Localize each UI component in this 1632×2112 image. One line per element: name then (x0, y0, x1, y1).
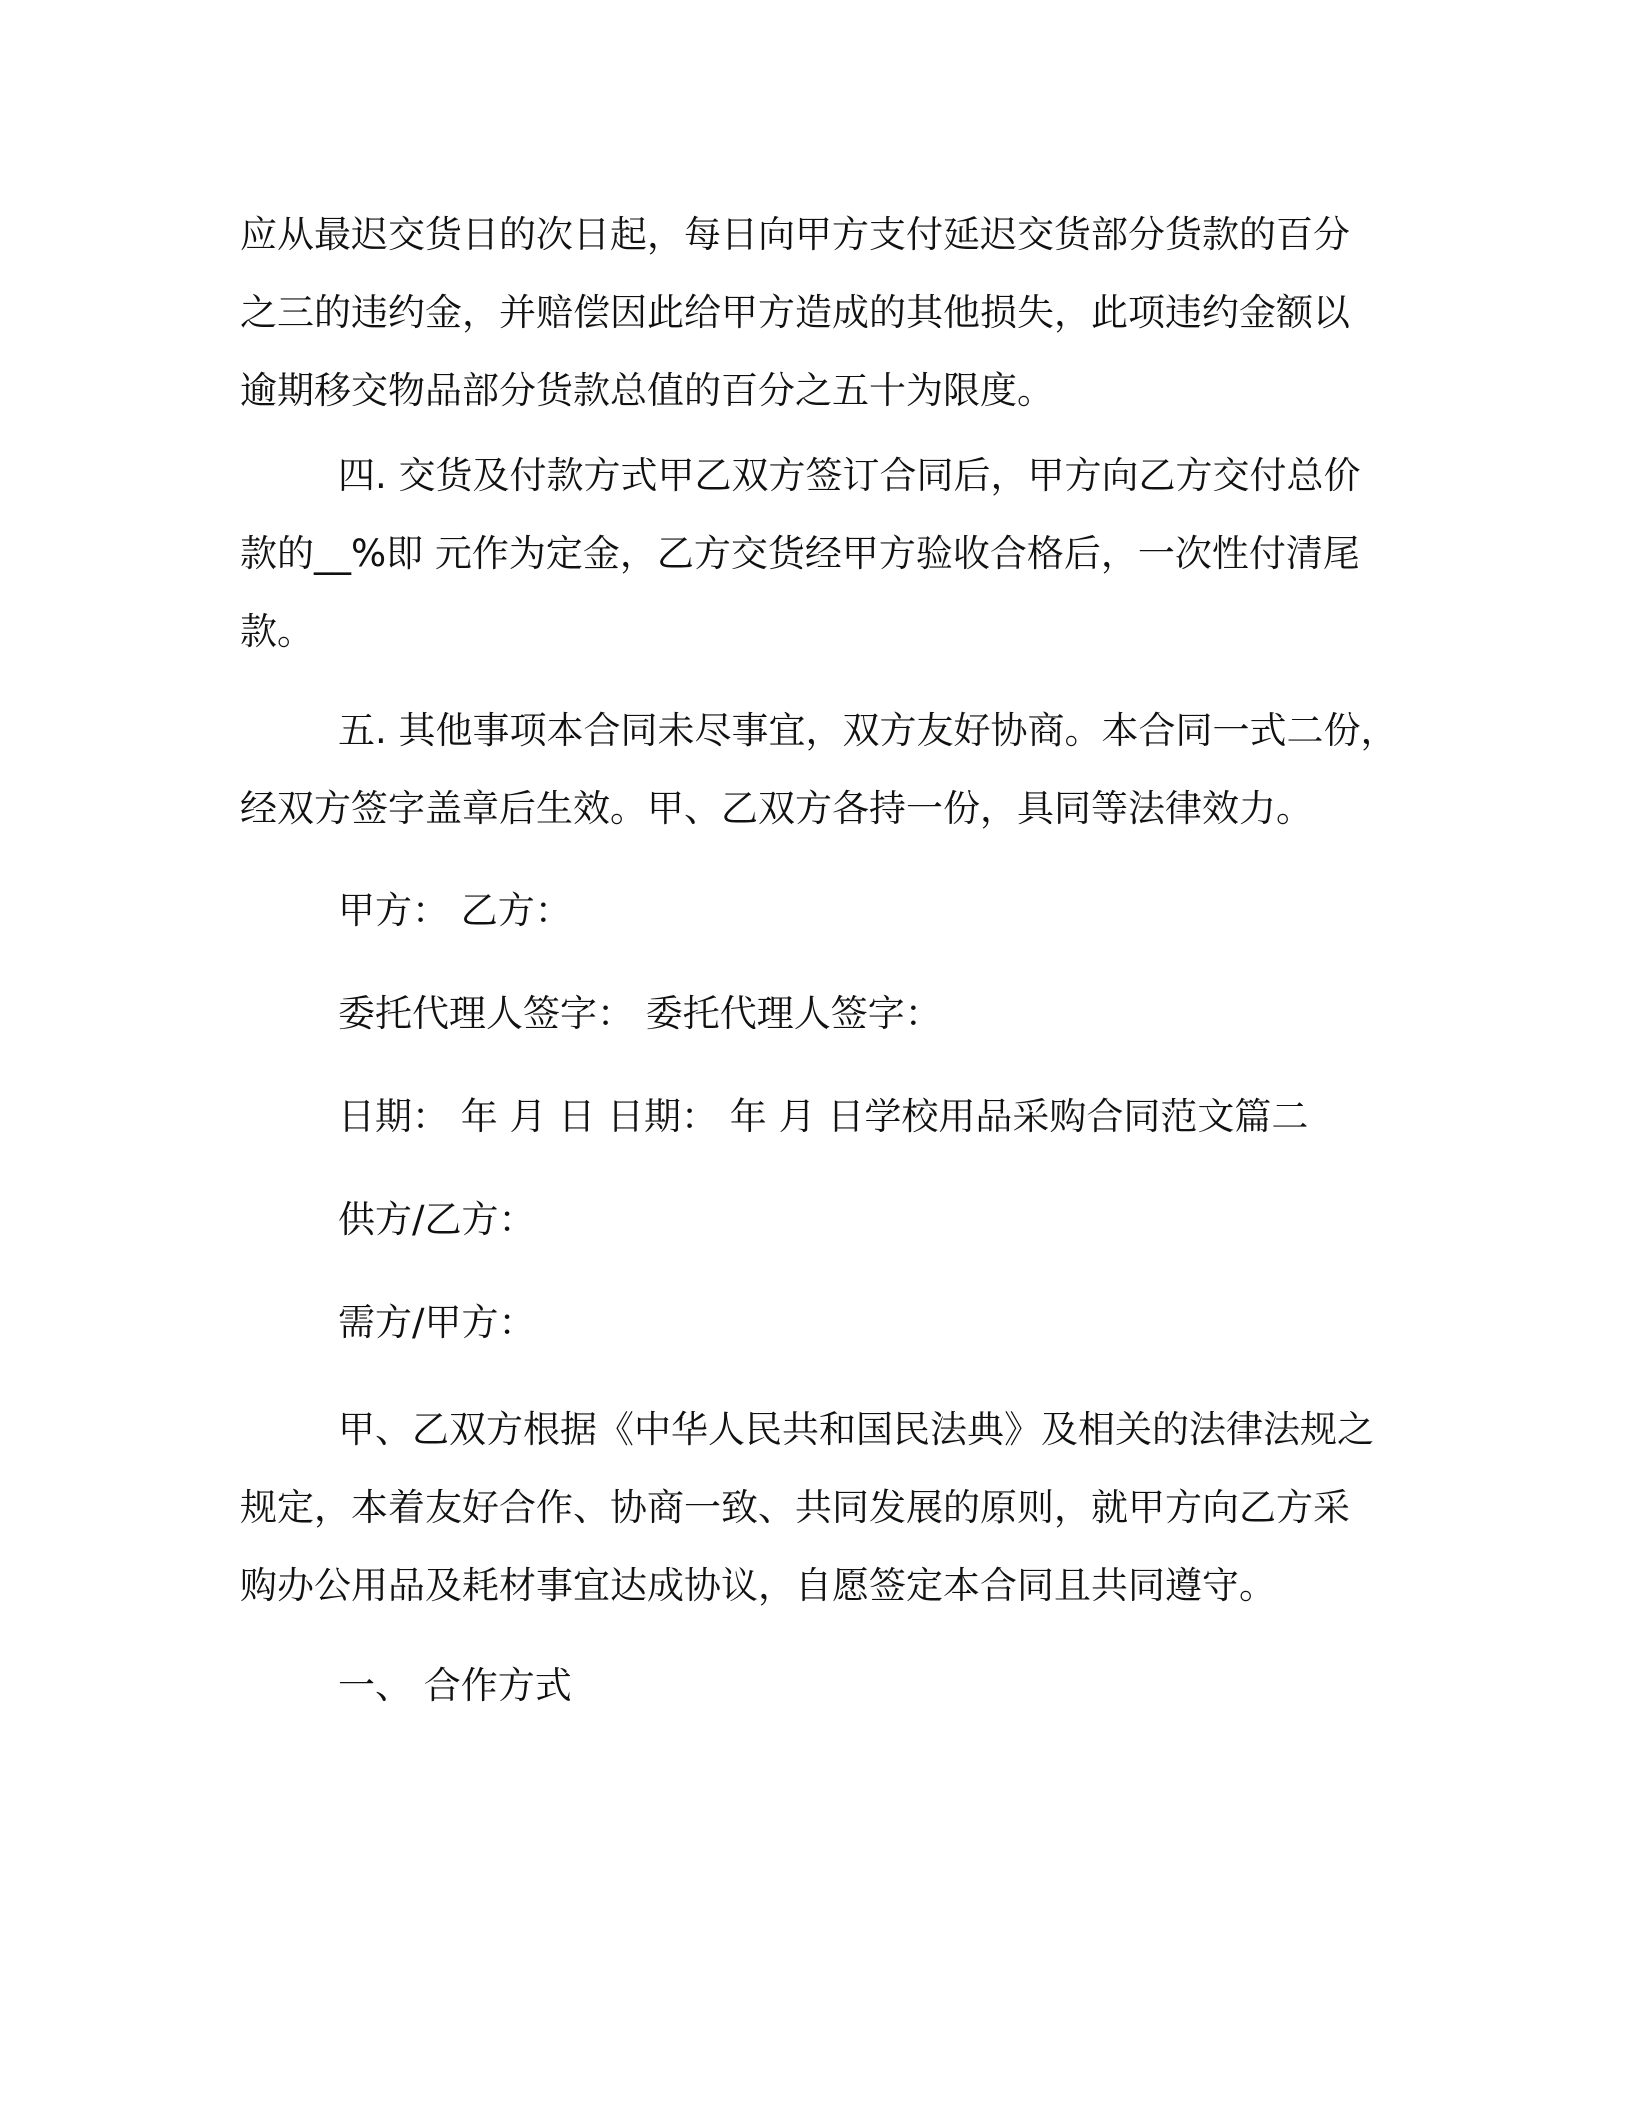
text-line: 四. 交货及付款方式甲乙双方签订合同后，甲方向乙方交付总价 (338, 454, 1361, 497)
paragraph-dates (240, 1078, 1390, 1156)
text-line: 日期： 年 月 日 日期： 年 月 日学校用品采购合同范文篇二 (338, 1095, 1309, 1138)
paragraph-buyer (240, 1284, 1390, 1362)
paragraph-preamble (240, 1391, 1390, 1625)
paragraph-section-four (240, 437, 1390, 671)
text-line: 五. 其他事项本合同未尽事宜，双方友好协商。本合同一式二份， (338, 709, 1398, 752)
text-line: 款。 (240, 610, 314, 653)
text-line: 购办公用品及耗材事宜达成协议，自愿签定本合同且共同遵守。 (240, 1564, 1276, 1607)
text-line: 款的__%即 元作为定金，乙方交货经甲方验收合格后，一次性付清尾 (240, 532, 1360, 575)
paragraph-section-five (240, 692, 1398, 848)
paragraph-agent-signatures (240, 975, 1390, 1053)
text-line: 之三的违约金，并赔偿因此给甲方造成的其他损失，此项违约金额以 (240, 291, 1350, 334)
text-line: 逾期移交物品部分货款总值的百分之五十为限度。 (240, 369, 1054, 412)
text-line: 需方/甲方： (338, 1301, 536, 1344)
text-line: 一、 合作方式 (338, 1664, 572, 1707)
text-line: 甲、乙双方根据《中华人民共和国民法典》及相关的法律法规之 (338, 1408, 1374, 1451)
text-line: 供方/乙方： (338, 1198, 536, 1241)
paragraph-supplier (240, 1181, 1390, 1259)
text-line: 应从最迟交货日的次日起，每日向甲方支付延迟交货部分货款的百分 (240, 213, 1350, 256)
paragraph-penalty-clause (240, 196, 1390, 430)
text-line: 规定，本着友好合作、协商一致、共同发展的原则，就甲方向乙方采 (240, 1486, 1350, 1529)
text-line: 委托代理人签字： 委托代理人签字： (338, 992, 942, 1035)
text-line: 甲方： 乙方： (338, 889, 572, 932)
section-one-heading (240, 1647, 1390, 1725)
text-line: 经双方签字盖章后生效。甲、乙双方各持一份，具同等法律效力。 (240, 787, 1313, 830)
paragraph-party-names (240, 872, 1390, 950)
